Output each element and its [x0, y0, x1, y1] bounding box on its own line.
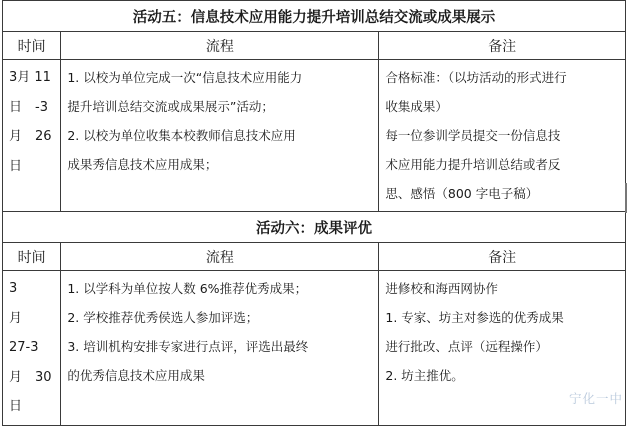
activity5-note-line: 思、感悟（800 字电子稿） — [385, 186, 539, 201]
activity6-process-line: 3. 培训机构安排专家进行点评，评选出最终 — [67, 339, 309, 354]
activity6-header-process: 流程 — [61, 243, 379, 271]
activity5-date-line: 日 -3 — [9, 99, 48, 115]
activity6-process-cell — [61, 271, 379, 426]
activity6-header-time: 时间 — [3, 243, 61, 271]
activity-table — [2, 0, 626, 426]
watermark-text: 宁化一中 — [568, 391, 623, 406]
activity5-date-cell — [3, 60, 61, 212]
activity6-note-line: 1. 专家、坊主对参选的优秀成果 — [385, 310, 564, 325]
activity5-process-line: 提升培训总结交流或成果展示”活动； — [67, 99, 274, 114]
activity5-process-line: 成果秀信息技术应用成果； — [67, 157, 218, 172]
activity5-date-line: 3月 11 — [9, 70, 51, 85]
activity5-header-note: 备注 — [379, 32, 626, 60]
activity6-date-line: 3 月 — [9, 281, 44, 326]
activity6-date-cell — [3, 271, 61, 426]
activity5-process-line: 1. 以校为单位完成一次“信息技术应用能力 — [67, 70, 303, 85]
activity6-date-line: 月 30 — [9, 369, 52, 385]
activity6-note-line: 进修校和海西网协作 — [385, 281, 498, 296]
activity6-process-line: 1. 以学科为单位按人数 6%推荐优秀成果； — [67, 281, 308, 296]
activity6-date-line: 27-3 — [9, 340, 39, 355]
activity5-note-line: 每一位参训学员提交一份信息技 — [385, 128, 561, 143]
activity5-date-line: 月 26 — [9, 129, 52, 144]
activity5-date-line: 日 — [9, 158, 23, 174]
activity5-note-cell — [379, 60, 626, 212]
activity5-title: 活动五：信息技术应用能力提升培训总结交流或成果展示 — [3, 1, 626, 32]
activity5-note-line: 术应用能力提升培训总结或者反 — [385, 157, 561, 172]
activity6-process-line: 2. 学校推荐优秀侯选人参加评选； — [67, 310, 259, 325]
activity6-process-line: 的优秀信息技术应用成果 — [67, 368, 205, 383]
activity5-note-line: 合格标准：（以坊活动的形式进行 — [385, 70, 567, 85]
activity6-header-note: 备注 — [379, 243, 626, 271]
activity5-header-time: 时间 — [3, 32, 61, 60]
scroll-indicator — [625, 183, 631, 213]
activity6-date-line: 日 — [9, 399, 23, 414]
activity5-process-cell — [61, 60, 379, 212]
activity5-header-process: 流程 — [61, 32, 379, 60]
activity6-note-line: 2. 坊主推优。 — [385, 368, 464, 383]
activity5-note-line: 收集成果） — [385, 99, 448, 114]
activity6-note-line: 进行批改、点评（远程操作） — [385, 339, 548, 354]
activity5-process-line: 2. 以校为单位收集本校教师信息技术应用 — [67, 128, 296, 143]
activity6-title: 活动六：成果评优 — [3, 212, 626, 243]
